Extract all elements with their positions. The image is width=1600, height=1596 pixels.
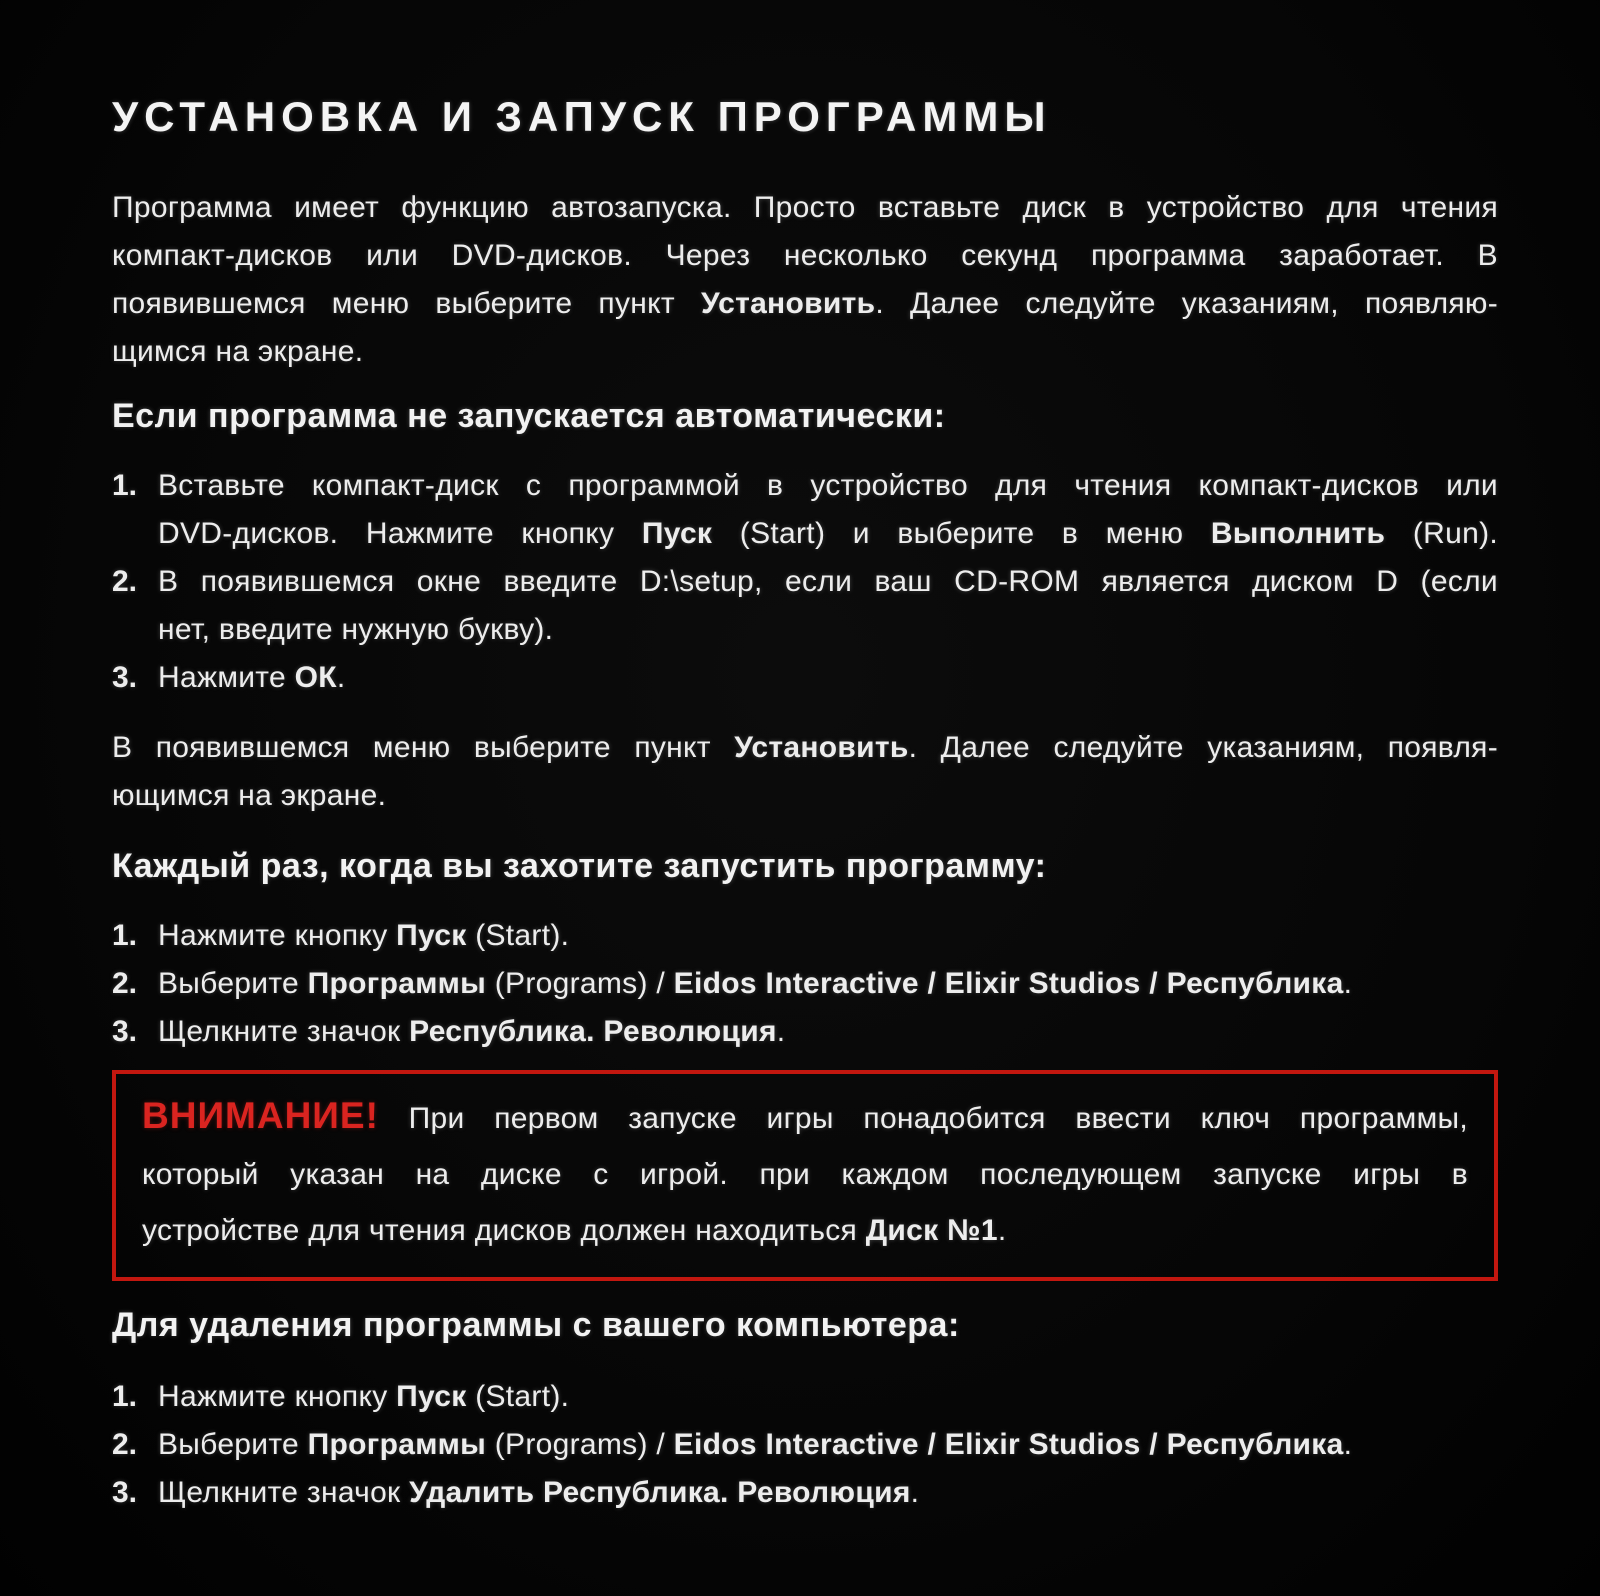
text-segment: (Start). bbox=[466, 1380, 570, 1413]
text-line bbox=[158, 606, 1498, 654]
text-segment: (Start) и выберите в меню bbox=[712, 517, 1211, 550]
text-line bbox=[158, 912, 1498, 960]
text-line bbox=[158, 1008, 1498, 1056]
list-item bbox=[112, 1469, 1498, 1517]
text-segment: Выберите bbox=[158, 1428, 308, 1461]
list-item bbox=[112, 558, 1498, 654]
text-segment: Программа имеет функцию автозапуска. Просто вставьте диск в устройство для чтения bbox=[112, 191, 1498, 224]
text-segment: . bbox=[1343, 1428, 1353, 1461]
section-heading-uninstall: Для удаления программы с вашего компьютера: bbox=[112, 1306, 960, 1344]
text-segment: Щелкните значок bbox=[158, 1015, 410, 1048]
text-segment: нет, введите нужную букву). bbox=[158, 613, 554, 646]
text-segment: Нажмите кнопку bbox=[158, 1380, 397, 1413]
ordered-list-launch bbox=[112, 912, 1498, 1056]
item-number: 1. bbox=[112, 1380, 138, 1413]
list-item bbox=[112, 462, 1498, 558]
text-line bbox=[158, 1469, 1498, 1517]
text-segment: . Далее следуйте указаниям, появляю- bbox=[875, 287, 1499, 320]
item-number: 3. bbox=[112, 661, 138, 694]
text-segment: . bbox=[997, 1214, 1007, 1247]
text-segment: . bbox=[910, 1476, 920, 1509]
item-number: 1. bbox=[112, 919, 138, 952]
list-item bbox=[112, 912, 1498, 960]
section-heading-autorun-failure: Если программа не запускается автоматически: bbox=[112, 397, 946, 435]
text-line bbox=[112, 184, 1498, 232]
text-line bbox=[112, 232, 1498, 280]
text-segment: щимся на экране. bbox=[112, 335, 364, 368]
text-segment-bold: Программы bbox=[307, 1428, 487, 1461]
list-item bbox=[112, 1008, 1498, 1056]
text-segment: . Далее следуйте указаниям, появля- bbox=[908, 731, 1498, 764]
text-line bbox=[112, 280, 1498, 328]
text-segment-bold: Пуск bbox=[641, 517, 713, 550]
list-item bbox=[112, 1421, 1498, 1469]
text-line bbox=[158, 960, 1498, 1008]
text-segment-bold: Пуск bbox=[396, 919, 467, 952]
text-segment: DVD-дисков. Нажмите кнопку bbox=[158, 517, 642, 550]
text-segment-bold: Программы bbox=[307, 967, 487, 1000]
text-segment: (Run). bbox=[1385, 517, 1498, 550]
item-number: 2. bbox=[112, 967, 138, 1000]
text-segment: Нажмите кнопку bbox=[158, 919, 397, 952]
text-segment: устройстве для чтения дисков должен находиться bbox=[142, 1214, 866, 1247]
text-line bbox=[142, 1147, 1468, 1203]
text-segment: В появившемся меню выберите пункт bbox=[112, 731, 735, 764]
text-segment-bold: Eidos Interactive / Elixir Studios / Республика bbox=[673, 967, 1344, 1000]
text-segment: В появившемся окне введите D:\setup, если ваш CD-ROM является диском D (если bbox=[158, 565, 1498, 598]
text-line bbox=[142, 1203, 1468, 1259]
text-segment-bold: Республика. Революция bbox=[409, 1015, 777, 1048]
text-segment bbox=[379, 1102, 409, 1135]
list-item bbox=[112, 1373, 1498, 1421]
ordered-list-autorun bbox=[112, 462, 1498, 702]
text-segment: При первом запуске игры понадобится ввести ключ программы, bbox=[408, 1102, 1469, 1135]
text-segment: Нажмите bbox=[158, 661, 295, 694]
text-line bbox=[158, 510, 1498, 558]
ordered-list-uninstall bbox=[112, 1373, 1498, 1517]
text-segment: . bbox=[776, 1015, 786, 1048]
text-segment-bold: Установить bbox=[734, 731, 909, 764]
text-segment: Выберите bbox=[158, 967, 308, 1000]
text-line bbox=[158, 654, 1498, 702]
item-number: 3. bbox=[112, 1476, 138, 1509]
text-line bbox=[158, 558, 1498, 606]
list-item bbox=[112, 960, 1498, 1008]
text-segment: компакт-дисков или DVD-дисков. Через несколько секунд программа заработает. В bbox=[112, 239, 1498, 272]
text-segment: . bbox=[336, 661, 346, 694]
intro-paragraph bbox=[112, 184, 1498, 376]
text-line bbox=[112, 772, 1498, 820]
text-segment-bold: Выполнить bbox=[1210, 517, 1386, 550]
item-number: 3. bbox=[112, 1015, 138, 1048]
text-segment-bold: Пуск bbox=[396, 1380, 467, 1413]
warning-label: ВНИМАНИЕ! bbox=[142, 1095, 379, 1136]
list-item bbox=[112, 654, 1498, 702]
text-segment: Вставьте компакт-диск с программой в устройство для чтения компакт-дисков или bbox=[158, 469, 1498, 502]
text-segment-bold: ОК bbox=[294, 661, 337, 694]
text-segment: (Programs) / bbox=[486, 1428, 674, 1461]
item-number: 2. bbox=[112, 565, 138, 598]
text-segment-bold: Диск №1 bbox=[865, 1214, 998, 1247]
item-number: 2. bbox=[112, 1428, 138, 1461]
item-number: 1. bbox=[112, 469, 138, 502]
text-line bbox=[112, 328, 1498, 376]
page-title: УСТАНОВКА И ЗАПУСК ПРОГРАММЫ bbox=[112, 93, 1052, 140]
text-line bbox=[142, 1088, 1468, 1147]
text-segment-bold: Установить bbox=[701, 287, 876, 320]
install-menu-paragraph bbox=[112, 724, 1498, 820]
text-segment-bold: Удалить Республика. Революция bbox=[409, 1476, 911, 1509]
text-segment: Щелкните значок bbox=[158, 1476, 410, 1509]
text-segment: (Programs) / bbox=[486, 967, 674, 1000]
text-line bbox=[158, 1373, 1498, 1421]
text-line bbox=[158, 462, 1498, 510]
warning-box bbox=[112, 1070, 1498, 1281]
manual-page bbox=[112, 0, 1498, 1517]
text-segment: ющимся на экране. bbox=[112, 779, 387, 812]
section-heading-launch: Каждый раз, когда вы захотите запустить программу: bbox=[112, 847, 1047, 885]
text-segment: появившемся меню выберите пункт bbox=[112, 287, 702, 320]
text-segment-bold: Eidos Interactive / Elixir Studios / Республика bbox=[673, 1428, 1344, 1461]
text-line bbox=[112, 724, 1498, 772]
text-segment: (Start). bbox=[466, 919, 570, 952]
text-line bbox=[158, 1421, 1498, 1469]
text-segment: который указан на диске с игрой. при каждом последующем запуске игры в bbox=[142, 1158, 1468, 1191]
text-segment: . bbox=[1343, 967, 1353, 1000]
